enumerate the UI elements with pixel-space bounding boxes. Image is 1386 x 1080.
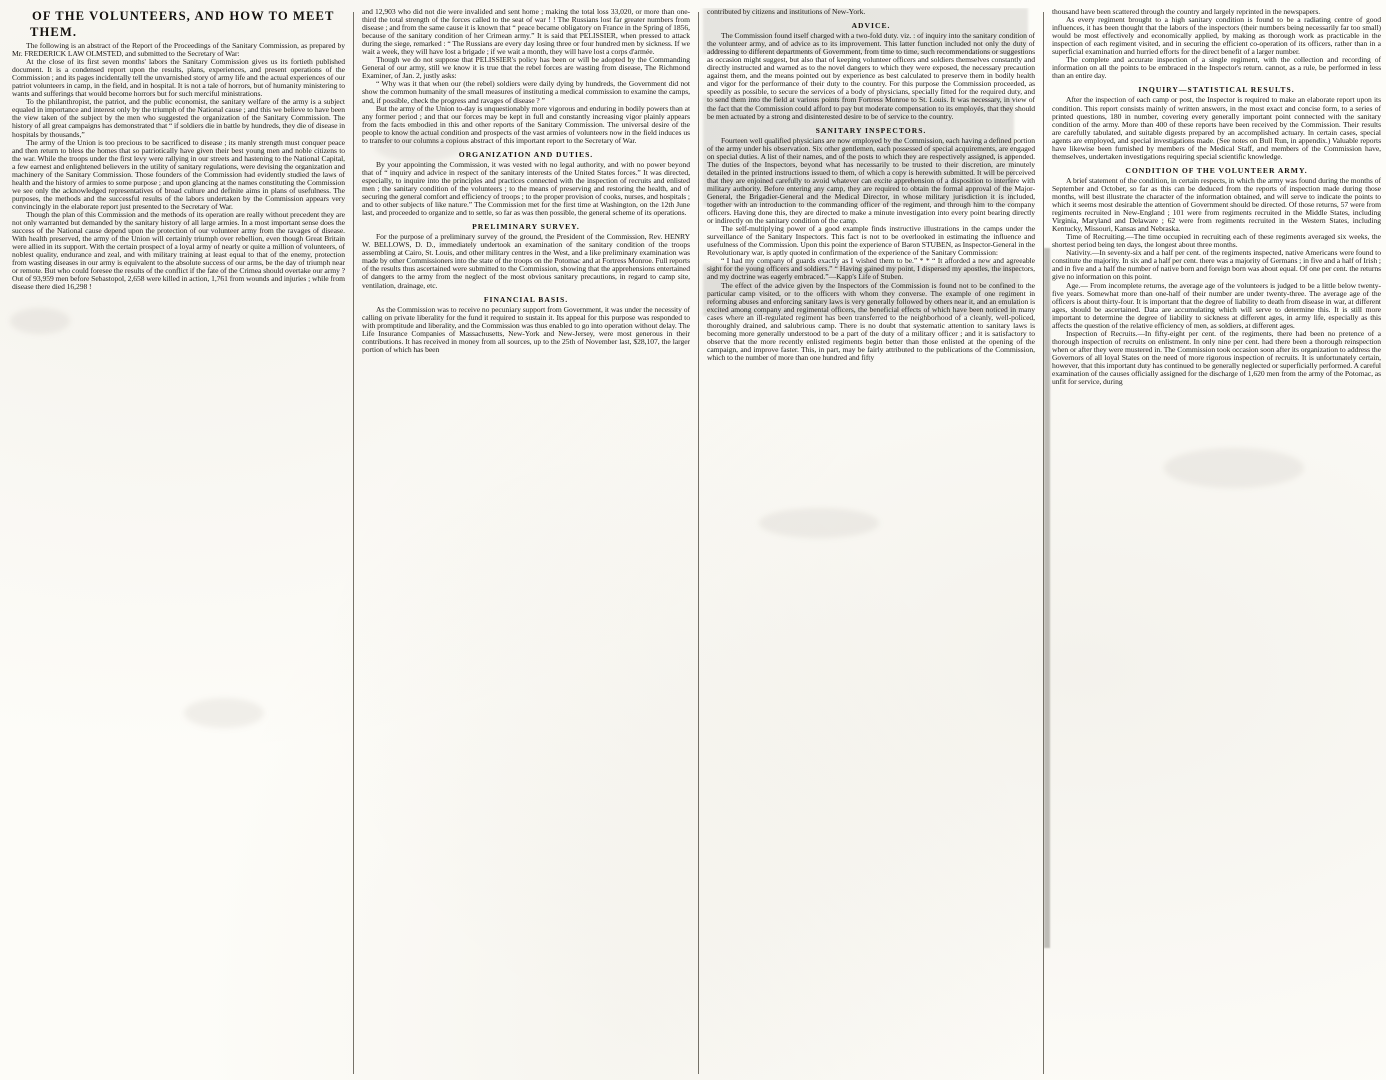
paragraph: At the close of its first seven months' labors the Sanitary Commission gives us its fortieth published document. It is a condensed report upon the results, plans, experiences, and present operations of the Commission ; and its pages incidentally tell the unvarnished story of army life and the actual experiences of our patriot volunteers in camp, in the field, and in hospital. It is not a tale of horrors, but of humanity ministering to wants and sufferings that would become horrors but for such merciful ministrations. <box>12 57 345 99</box>
paragraph: The complete and accurate inspection of a single regiment, with the collection and recording of information on all the points to be embraced in the Inspector's return. cannot, as a rule, be performed in less than an entire day. <box>1052 55 1381 81</box>
section-heading: FINANCIAL BASIS. <box>483 294 569 304</box>
paragraph: “ Why was it that when our (the rebel) soldiers were daily dying by hundreds, the Government did not show the common humanity of the small measures of instituting a medical commission to examine the camps, and, if possible, check the progress and ravages of disease ? ” <box>362 79 690 105</box>
newspaper-column-3 <box>699 8 1044 1080</box>
scan-smudge <box>10 308 70 334</box>
paragraph: To the philanthropist, the patriot, and the public economist, the sanitary welfare of the army is a subject equaled in importance and interest only by the triumph of the National cause ; and this we believe to have been the view taken of the subject by the men who suggested the organization of the Sanitary Commission. The history of all great campaigns has demonstrated that “ if soldiers die in battle by hundreds, they die of disease in hospitals by thousands,” <box>12 97 345 139</box>
paragraph: Though we do not suppose that PELISSIER's policy has been or will be adopted by the Commanding General of our army, still we know it is true that the rebel forces are wasting from disease, The Richmond Examiner, of Jan. 2, justly asks: <box>362 55 690 81</box>
paragraph: Nativity.—In seventy-six and a half per cent. of the regiments inspected, native Americans were found to constitute the majority. In six and a half per cent. there was a majority of Germans ; in five and a half of Irish ; and in five and a half the number of native born and foreign born was about equal. Of one per cent. the returns give no information on this point. <box>1052 248 1381 282</box>
paragraph: The army of the Union is too precious to be sacrificed to disease ; its manly strength must conquer peace and then return to bless the homes that so patriotically have given their best young men and noble citizens to the war. While the troops under the first levy were rallying in our streets and hastening to the National Capital, a few earnest and enlightened believers in the utility of sanitary regulations, were devising the organization and machinery of the Sanitary Commission. Those founders of the Commission had evidently studied the laws of health and the history of armies to some purpose ; and upon glancing at the names constituting the Commission we see only the acknowledged representatives of broad culture and definite aims in plans of usefulness. The purposes, the methods and the successful results of the labors undertaken by the Commission appears very convincingly in the elaborate report just presented to the Secretary of War. <box>12 137 345 211</box>
page-headline <box>12 8 345 40</box>
page-edge-artifact <box>1044 248 1050 948</box>
paragraph: Time of Recruiting.—The time occupied in recruiting each of these regiments averaged six weeks, the shortest period being ten days, the longest about three months. <box>1052 232 1381 250</box>
headline-line-2: THEM. <box>30 25 78 39</box>
paragraph: A brief statement of the condition, in certain respects, in which the army was found during the months of September and October, so far as this can be deduced from the reports of inspection made during those months, will best illustrate the character of the information obtained, and will serve to indicate the points to which it seems most desirable the attention of Government should be directed. Of those returns, 57 were from regiments recruited in New-England ; 101 were from regiments recruited in the Middle States, including Virginia, Maryland and Delaware ; 62 were from regiments recruited in the Western States, including Kentucky, Missouri, Kansas and Nebraska. <box>1052 175 1381 234</box>
headline-line-1: OF THE VOLUNTEERS, AND HOW TO MEET <box>32 9 335 23</box>
scan-smudge <box>1164 448 1304 488</box>
section-heading: ORGANIZATION AND DUTIES. <box>458 149 594 159</box>
section-heading: SANITARY INSPECTORS. <box>815 125 927 135</box>
scan-smudge <box>759 508 879 538</box>
newspaper-column-2 <box>354 8 699 1080</box>
paragraph: Fourteen well qualified physicians are now employed by the Commission, each having a defined portion of the army under his observation. Six other gentlemen, each possessed of special acquirements, are engaged on special duties. A list of their names, and of the posts to which they are respectively assigned, is appended. The duties of the Inspectors, beyond what has necessarily to be trusted to their discretion, are minutely detailed in the printed instructions issued to them, of which a copy is herewith submitted. It will be perceived that they are enjoined carefully to avoid whatever can excite apprehension of a disposition to interfere with military authority. Before entering any camp, they are required to obtain the formal approval of the Major-General, the Brigadier-General and the Medical Director, in whose military jurisdiction it is included, together with an introduction to the commanding officer of the regiment, and through him to the company officers. Having done this, they are directed to make a minute investigation into every point bearing directly or indirectly on the sanitary condition of the camp. <box>707 135 1035 226</box>
scan-smudge <box>184 698 264 728</box>
newspaper-column-4 <box>1044 8 1386 1080</box>
paragraph: contributed by citizens and institutions of New-York. <box>707 8 866 16</box>
paragraph: As the Commission was to receive no pecuniary support from Government, it was under the necessity of calling on private liberality for the fund it required to sustain it. Its appeal for this purpose was responded to with promptitude and liberality, and the Commission was thus enabled to go into operation without delay. The Life Insurance Companies of Massachusetts, New-York and New-Jersey, were most generous in their contributions. It has received in money from all sources, up to the 25th of November last, $28,107, the larger portion of which has been <box>362 304 690 354</box>
newspaper-column-1 <box>4 8 354 1080</box>
paragraph: The self-multiplying power of a good example finds instructive illustrations in the camps under the surveillance of the Sanitary Inspectors. This fact is not to be overlooked in estimating the influence and usefulness of the Commission. Upon this point the experience of Baron STUBEN, as Inspector-General in the Revolutionary war, is aptly quoted in confirmation of the experience of the Sanitary Commission: <box>707 224 1035 258</box>
paragraph: The following is an abstract of the Report of the Proceedings of the Sanitary Commission, as prepared by Mr. FREDERICK LAW OLMSTED, and submitted to the Secretary of War: <box>12 41 345 59</box>
paragraph: The Commission found itself charged with a two-fold duty. viz. : of inquiry into the sanitary condition of the volunteer army, and of advice as to its improvement. This latter function included not only the duty of addressing to different departments of Government, from time to time, such recommendations or suggestions as occasion might suggest, but also that of keeping volunteer officers and soldiers themselves constantly and directly instructed and warned as to the novel dangers to which they were exposed, the necessary precaution against them, and the means pointed out by experience as best calculated to preserve them in bodily health and vigor for the performance of their duty to the country. For this purpose the Commission proceeded, as speedily as possible, to secure the services of a body of physicians, specially fitted for the required duty, and to send them into the field at various points from Fortress Monroe to St. Louis. It was necessary, in view of the fact that the Commission could afford to pay but moderate compensation to its employés, that they should be men actuated by a strong and disinterested desire to be of service to the country. <box>707 31 1035 121</box>
paragraph: For the purpose of a preliminary survey of the ground, the President of the Commission, Rev. HENRY W. BELLOWS, D. D., immediately undertook an examination of the sanitary condition of the troops assembling at Cairo, St. Louis, and other military centres in the West, and a like preliminary examination was made by other Commissioners into the state of the troops on the Potomac and at Fortress Monroe. Full reports of the results thus ascertained were submitted to the Commission, showing that the apprehensions entertained of dangers to the army from the neglect of the most obvious sanitary precautions, in regard to camp site, ventilation, drainage, etc. <box>362 232 690 290</box>
paragraph: As every regiment brought to a high sanitary condition is found to be a radiating centre of good influences, it has been thought that the labors of the inspectors (their numbers being necessarily far too small) would be most effectively and economically applied, by making as thorough work as practicable in the inspection of each regiment visited, and in securing the efficient co-operation of its officers, rather than in a superficial examination and hurried efforts for the direct benefit of a larger number. <box>1052 15 1381 57</box>
paragraph: By your appointing the Commission, it was vested with no legal authority, and with no power beyond that of “ inquiry and advice in respect of the sanitary interests of the United States forces.” It was directed, especially, to inquire into the principles and practices connected with the inspection of recruits and enlisted men ; the sanitary condition of the volunteers ; to the means of preserving and restoring the health, and of securing the general comfort and efficiency of troops ; to the proper provision of cooks, nurses, and hospitals ; and to other subjects of like nature.” The Commission met for the first time at Washington, on the 12th June last, and proceeded to organize and to settle, so far as was then possible, the general scheme of its operations. <box>362 159 690 218</box>
paragraph: Inspection of Recruits.—In fifty-eight per cent. of the regiments, there had been no pretence of a thorough inspection of recruits on enlistment. In only nine per cent. had there been a thorough reinspection when or after they were mustered in. The Commission took occasion soon after its organization to address the Governors of all loyal States on the need of more rigorous inspection of recruits. It is unfortunately certain, however, that this important duty has continued to be generally neglected or superficially performed. A careful examination of the causes officially assigned for the discharge of 1,620 men from the army of the Potomac, as unfit for service, during <box>1052 328 1381 387</box>
column-container <box>4 8 1382 1080</box>
section-heading: PRELIMINARY SURVEY. <box>472 222 580 232</box>
section-heading: INQUIRY—STATISTICAL RESULTS. <box>1138 85 1295 95</box>
paragraph: After the inspection of each camp or post, the Inspector is required to make an elaborate report upon its condition. This report consists mainly of written answers, in the most exact and concise form, to a series of printed questions, 180 in number, covering every generally important point connected with the sanitary condition of the army. More than 400 of these reports have been received by the Commission. Their results are carefully tabulated, and suitable digests prepared by an accomplished actuary. In certain cases, special agents are employed, and special investigations made. (See notes on Bull Run, in appendix.) Valuable reports have likewise been furnished by members of the Medical Staff, and members of the Commission have, themselves, undertaken investigations requiring special scientific knowledge. <box>1052 95 1381 161</box>
section-heading: ADVICE. <box>851 21 891 31</box>
paragraph: The effect of the advice given by the Inspectors of the Commission is found not to be confined to the particular camp visited, or to the officers with whom they converse. The example of one regiment in reforming abuses and enforcing sanitary laws is very generally followed by others near it, and an emulation is excited among company and regimental officers, the beneficial effects of which have been noticed in many cases where an ill-regulated regiment has been transferred to the neighborhood of a cleanly, well-policed, thoroughly drained, and salubrious camp. There is no doubt that systematic attention to sanitary laws is becoming more generally understood to be a part of the duty of a military officer ; and it is satisfactory to observe that the more recently enlisted regiments begin better than those enlisted at the opening of the campaign, and improve faster. This, in part, may be fairly attributed to the publications of the Commission, which to the number of more than one hundred and fifty <box>707 280 1035 362</box>
paragraph: thousand have been scattered through the country and largely reprinted in the newspapers. <box>1052 8 1321 16</box>
paragraph: and 12,903 who did not die were invalided and sent home ; making the total loss 33,020, or more than one-third the total strength of the forces called to the seat of war ! ! The Russians lost far greater numbers from disease ; and from the same cause it is known that “ peace became obligatory on France in the Spring of 1856, because of the sanitary condition of her Crimean army.” It is said that PELISSIER, when pressed to attack during the siege, remarked : “ The Russians are every day losing three or four hundred men by sickness. If we wait a week, they will have lost a brigade ; if we wait a month, they will have lost a corps d'armée. <box>362 8 690 57</box>
paragraph: Though the plan of this Commission and the methods of its operation are really without precedent they are not only warranted but demanded by the sanitary history of all large armies. In a most important sense does the success of the National cause depend upon the protection of our volunteer army from the ravages of disease. With health preserved, the army of the Union will certainly triumph over rebellion, even though Great Britain were allied in its support. With the certain prospect of a loyal army of nearly or quite a million of volunteers, of noblest quality, endurance and zeal, and with military training at least equal to that of the enemy, protection from wasting diseases in our army is equivalent to the absolute success of our arms, be the day of triumph near or remote. But who could foresee the results of the conflict if the fate of the Crimea should overtake our army ? Out of 93,959 men before Sebastopol, 2,658 were killed in action, 1,761 from wounds and injuries ; while from disease there died 16,298 ! <box>12 209 345 292</box>
paragraph: Age.— From incomplete returns, the average age of the volunteers is judged to be a little below twenty-five years. Somewhat more than one-half of their number are under twenty-three. The average age of the officers is about thirty-four. It is important that the degree of liability to death from disease in war, at different ages, should be ascertained. Data are accumulating which will serve to determine this. It is still more important to determine the degree of liability to sickness at different ages, in army life, especially as this affects the question of the relative efficiency of men, as soldiers, at different ages. <box>1052 280 1381 330</box>
paragraph: But the army of the Union to-day is unquestionably more vigorous and enduring in bodily powers than at any former period ; and that our forces may be kept in full and constantly increasing vigor plainly appears from the facts embodied in this and other reports of the Sanitary Commission. The universal desire of the people to know the actual condition and prospects of the vast armies of volunteers now in the field induces us to transfer to our columns a copious abstract of this important report to the Secretary of War. <box>362 103 690 145</box>
section-heading: CONDITION OF THE VOLUNTEER ARMY. <box>1125 165 1308 175</box>
paragraph: “ I had my company of guards exactly as I wished them to be.” * * “ It afforded a new and agreeable sight for the young officers and soldiers.” “ Having gained my point, I dispersed my apostles, the inspectors, and my doctrine was eagerly embraced.”—Kapp's Life of Stuben. <box>707 256 1035 282</box>
